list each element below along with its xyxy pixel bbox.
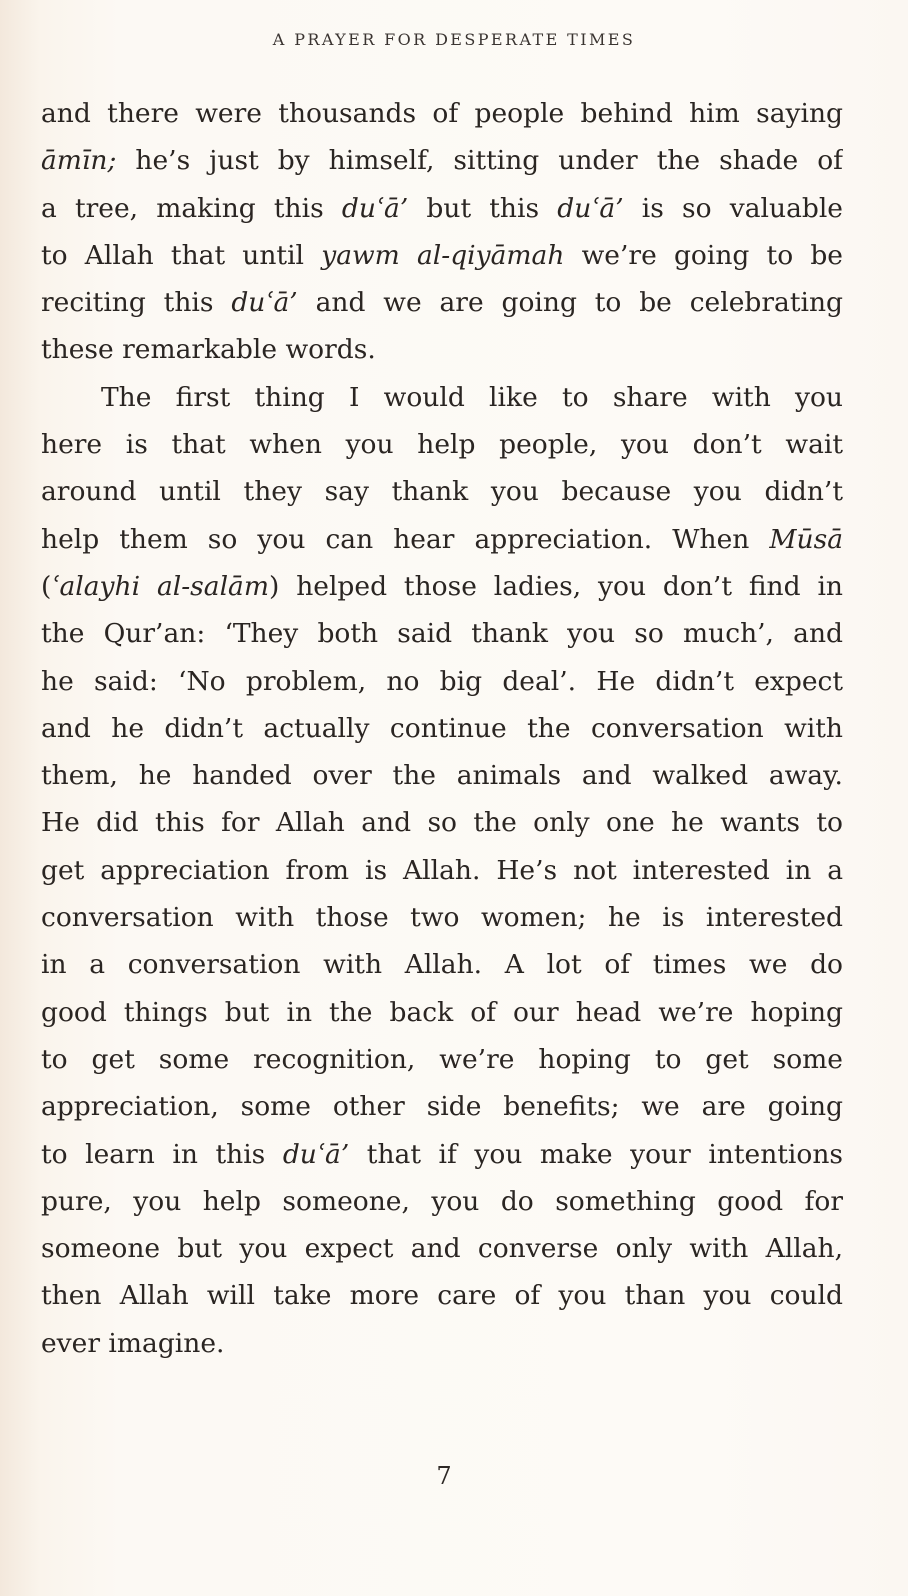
text-line: to get some recognition, we’re hoping to get some (41, 1043, 843, 1075)
italic-term: duʿā’ (557, 192, 624, 224)
text-line: He did this for Allah and so the only one he wants to (41, 807, 843, 839)
text-span: reciting this (41, 287, 232, 319)
text-line: get appreciation from is Allah. He’s not interested in a (41, 854, 843, 886)
italic-term: yawm al-qiyāmah (321, 239, 565, 271)
text-span: and we are going to be celebrating (297, 287, 843, 319)
italic-term: duʿā’ (341, 192, 409, 224)
paragraph-1 (41, 90, 843, 374)
page-number: 7 (436, 1462, 452, 1490)
text-line (41, 516, 843, 563)
running-head: A PRAYER FOR DESPERATE TIMES (272, 30, 636, 49)
text-line: them, he handed over the animals and walked away. (41, 760, 843, 792)
text-line: ever imagine. (41, 1327, 225, 1359)
text-line: in a conversation with Allah. A lot of times we do (41, 949, 843, 981)
text-line: appreciation, some other side benefits; we are going (41, 1091, 843, 1123)
text-span: help them so you can hear appreciation. When (41, 523, 770, 555)
italic-term: Mūsā (769, 523, 843, 555)
text-span: but this (408, 192, 558, 224)
text-span: to learn in this (41, 1138, 283, 1170)
text-line: good things but in the back of our head we’re hoping (41, 996, 843, 1028)
italic-term: ʿalayhi al-salām (51, 570, 269, 602)
text-line: The first thing I would like to share with you (101, 381, 843, 413)
text-line (41, 1131, 843, 1178)
text-span: is so valuable (623, 192, 843, 224)
body-text (41, 90, 843, 1367)
text-span: ( (41, 570, 52, 602)
text-span: he’s just by himself, sitting under the shade of (116, 145, 843, 177)
text-span: a tree, making this (41, 192, 342, 224)
text-line (41, 563, 843, 610)
text-line: and he didn’t actually continue the conversation with (41, 712, 843, 744)
text-line: and there were thousands of people behind him saying (41, 98, 843, 129)
text-line (41, 232, 843, 279)
italic-term: āmīn; (41, 145, 117, 177)
text-span: we’re going to be (564, 239, 843, 271)
text-span: to Allah that until (41, 239, 322, 271)
text-line: the Qur’an: ‘They both said thank you so much’, and (41, 618, 843, 650)
text-line: pure, you help someone, you do something good for (41, 1185, 843, 1217)
italic-term: duʿā’ (282, 1138, 350, 1170)
text-line (41, 137, 843, 184)
italic-term: duʿā’ (231, 287, 298, 319)
text-line (41, 279, 843, 326)
text-line: these remarkable words. (41, 334, 376, 366)
text-line: conversation with those two women; he is interested (41, 902, 843, 934)
text-span: that if you make your intentions (349, 1138, 843, 1170)
paragraph-2 (41, 374, 843, 1367)
text-line: here is that when you help people, you don’t wait (41, 429, 843, 461)
text-line: then Allah will take more care of you than you could (41, 1280, 843, 1312)
text-line: someone but you expect and converse only with Allah, (41, 1233, 843, 1265)
text-span: ) helped those ladies, you don’t find in (268, 570, 843, 602)
text-line: around until they say thank you because you didn’t (41, 476, 843, 508)
text-line: he said: ‘No problem, no big deal’. He didn’t expect (41, 665, 843, 697)
text-line (41, 185, 843, 232)
